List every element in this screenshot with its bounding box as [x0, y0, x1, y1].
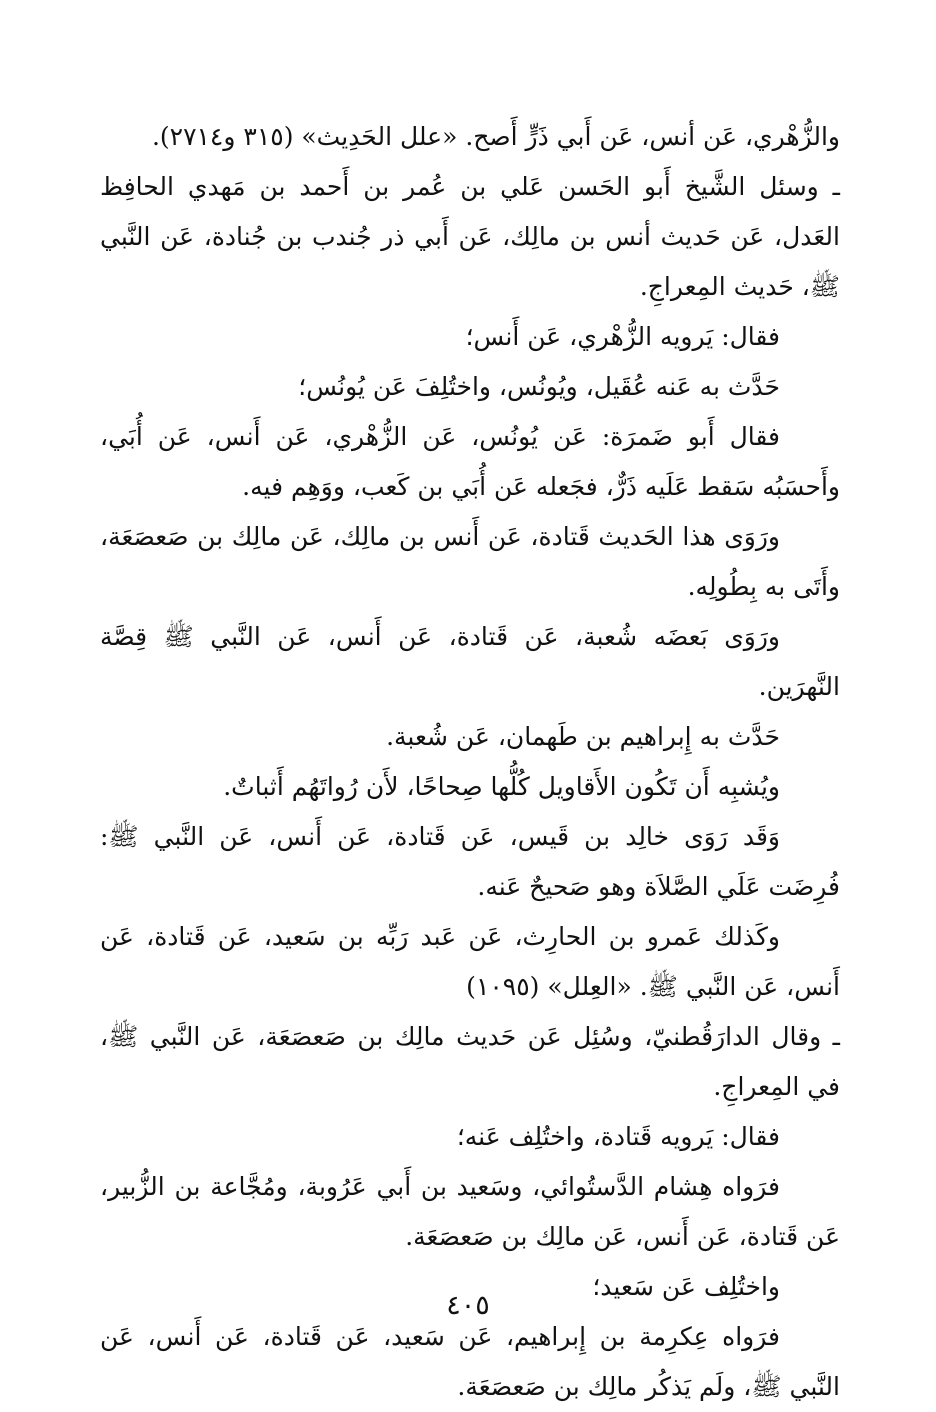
paragraph-1: والزُّهْري، عَن أنس، عَن أَبي ذَرٍّ أَصح. «علل الحَدِيث» (٣١٥ و٢٧١٤).	[151, 122, 840, 151]
paragraph-3: فقال: يَرويه الزُّهْري، عَن أَنس؛	[465, 322, 780, 351]
paragraph-7: ورَوَى بَعضَه شُعبة، عَن قَتادة، عَن أَنس، عَن النَّبي ﷺ قِصَّة النَّهرَين.	[100, 622, 840, 701]
paragraph-16: فرَواه عِكرِمة بن إِبراهيم، عَن سَعيد، عَن قَتادة، عَن أَنس، عَن النَّبي ﷺ، ولَم يَذكُر مالِك بن صَعصَعَة.	[100, 1322, 840, 1401]
paragraph-8: حَدَّث به إِبراهيم بن طَهمان، عَن شُعبة.	[386, 722, 780, 751]
body-text	[100, 112, 840, 1412]
paragraph-6: ورَوَى هذا الحَديث قَتادة، عَن أَنس بن مالِك، عَن مالِك بن صَعصَعَة، وأَتَى به بِطُولِه.	[100, 522, 840, 601]
paragraph-11: وكَذلك عَمرو بن الحارِث، عَن عَبد رَبِّه بن سَعيد، عَن قَتادة، عَن أَنس، عَن النَّبي ﷺ. «العِلل» (١٠٩٥)	[100, 922, 840, 1001]
paragraph-15: واختُلِف عَن سَعيد؛	[592, 1272, 780, 1301]
page-number: ٤٠٥	[446, 1290, 490, 1321]
paragraph-5: فقال أَبو ضَمرَة: عَن يُونُس، عَن الزُّهْري، عَن أَنس، عَن أُبَي، وأَحسَبُه سَقط عَلَيه ذَرٌّ، فجَعله عَن أُبَي بن كَعب، ووَهِم فيه.	[100, 422, 840, 501]
paragraph-14: فرَواه هِشام الدَّستُوائي، وسَعيد بن أَبي عَرُوبة، ومُجَّاعة بن الزُّبير، عَن قَتادة، عَن أَنس، عَن مالِك بن صَعصَعَة.	[100, 1172, 840, 1251]
paragraph-4: حَدَّث به عَنه عُقَيل، ويُونُس، واختُلِفَ عَن يُونُس؛	[298, 372, 780, 401]
paragraph-10: وَقَد رَوَى خالِد بن قَيس، عَن قَتادة، عَن أَنس، عَن النَّبي ﷺ: فُرِضَت عَلَي الصَّلاَة وهو صَحيحٌ عَنه.	[100, 822, 840, 901]
paragraph-2: ـ وسئل الشَّيخ أَبو الحَسن عَلي بن عُمر بن أَحمد بن مَهدي الحافِظ العَدل، عَن حَديث أنس بن مالِك، عَن أَبي ذر جُندب بن جُنادة، عَن النَّبي ﷺ، حَديث المِعراجِ.	[100, 172, 840, 301]
paragraph-12: ـ وقال الدارَقُطنيّ، وسُئِل عَن حَديث مالِك بن صَعصَعَة، عَن النَّبي ﷺ، في المِعراجِ.	[100, 1022, 840, 1101]
paragraph-9: ويُشبِه أَن تَكُون الأَقاويل كُلُّها صِحاحًا، لأَن رُواتَهُم أَثباتٌ.	[223, 772, 780, 801]
paragraph-13: فقال: يَرويه قَتادة، واختُلِف عَنه؛	[456, 1122, 780, 1151]
